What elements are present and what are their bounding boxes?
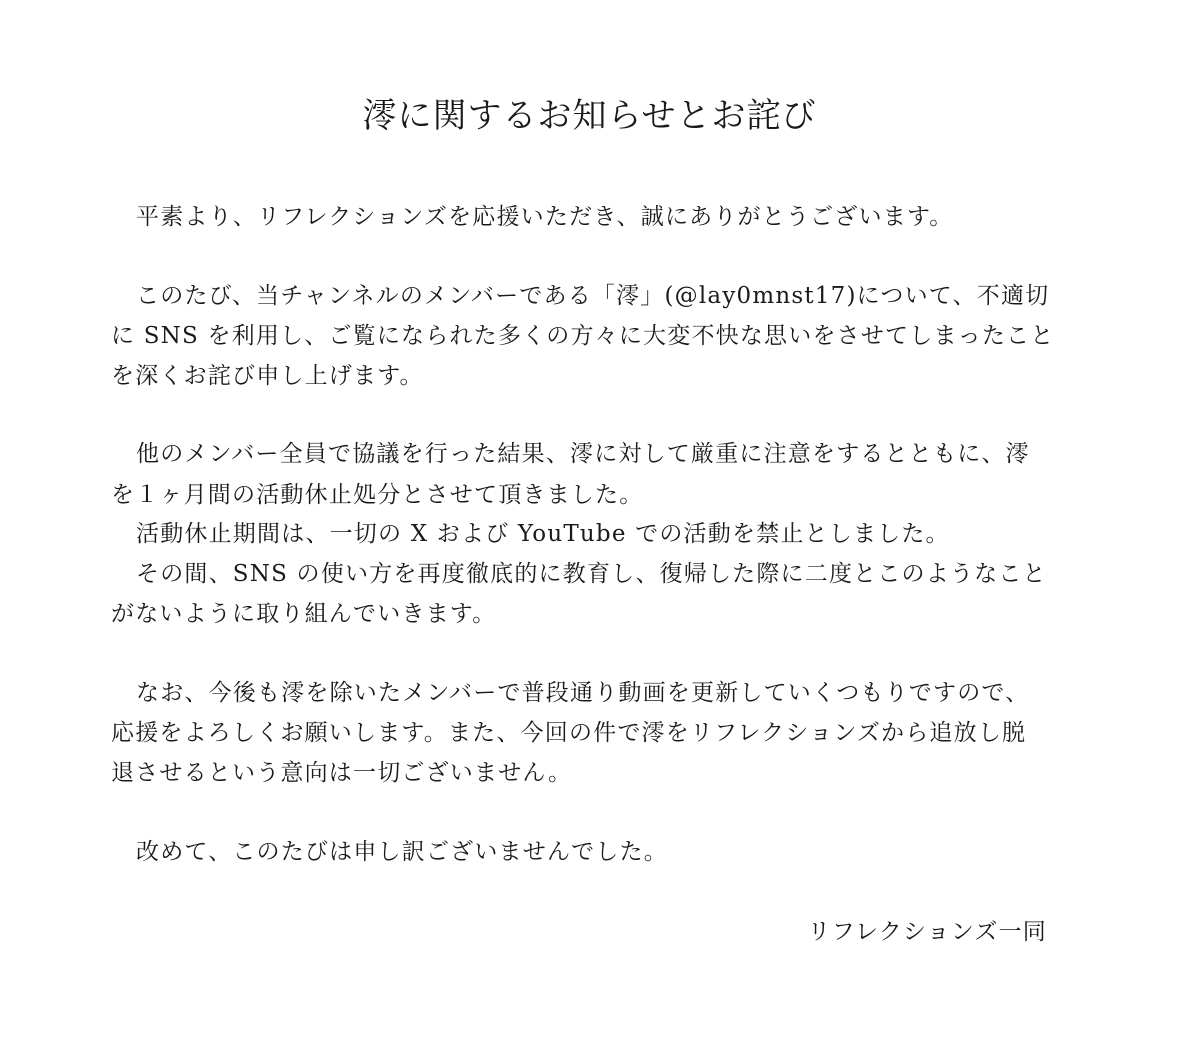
paragraph-2-line-2: に SNS を利用し、ご覧になられた多くの方々に大変不快な思いをさせてしまったこと bbox=[111, 323, 1055, 349]
paragraph-3-line-1: 他のメンバー全員で協議を行った結果、澪に対して厳重に注意をするとともに、澪 bbox=[136, 441, 1030, 467]
paragraph-2-line-1: このたび、当チャンネルのメンバーである「澪」(@lay0mnst17)について、不適切 bbox=[136, 283, 1050, 309]
paragraph-4-line-2: 応援をよろしくお願いします。また、今回の件で澪をリフレクションズから追放し脱 bbox=[111, 720, 1027, 746]
paragraph-3-line-3: 活動休止期間は、一切の X および YouTube での活動を禁止としました。 bbox=[136, 521, 950, 547]
paragraph-5-line-1: 改めて、このたびは申し訳ございませんでした。 bbox=[136, 839, 668, 865]
paragraph-4-line-1: なお、今後も澪を除いたメンバーで普段通り動画を更新していくつもりですので、 bbox=[136, 680, 1030, 706]
paragraph-3-line-4: その間、SNS の使い方を再度徹底的に教育し、復帰した際に二度とこのようなこと bbox=[136, 561, 1047, 587]
paragraph-2-line-3: を深くお詫び申し上げます。 bbox=[111, 363, 424, 389]
paragraph-1-line-1: 平素より、リフレクションズを応援いただき、誠にありがとうございます。 bbox=[136, 204, 954, 230]
paragraph-3-line-5: がないように取り組んでいきます。 bbox=[111, 601, 497, 627]
paragraph-4-line-3: 退させるという意向は一切ございません。 bbox=[111, 760, 573, 786]
document-title: 澪に関するお知らせとお詫び bbox=[362, 96, 817, 136]
signature: リフレクションズ一同 bbox=[807, 919, 1047, 945]
paragraph-3-line-2: を１ヶ月間の活動休止処分とさせて頂きました。 bbox=[111, 482, 644, 508]
